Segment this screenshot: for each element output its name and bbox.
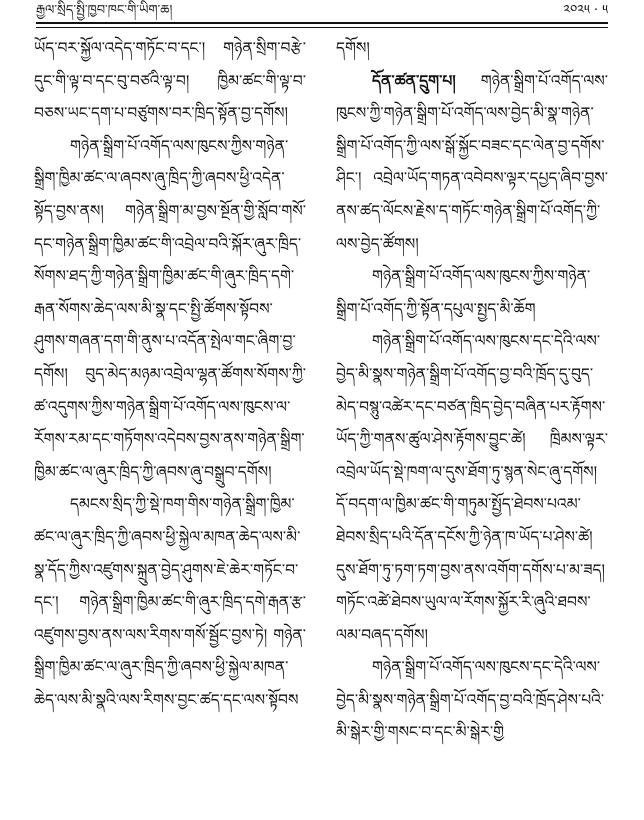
paragraph: ཡོད་བར་སྐྱོལ་འདེད་གཏོང་བ་དང་། གཉེན་སྲིག་བརྩེ་དུང་གི་ལྟ་བ་དང་བུ་བཙའི་ལྟ་བ། ཁྱིམ་ཚང་གི་ལྟ་བ་བཅས་ཡང་དག་པ་བཙུགས་བར་ཁྲིད་སྟོན་བྱ་དགོས། [34,39,306,123]
paragraph: གཉེན་སྒྲིག་པོ་འགོད་ལས་ཁུངས་དང་དེའི་ལས་བྱེད་མི་སྣས་གཉེན་སྒྲིག་པོ་འགོད་བྱ་བའི་ཁྲོད་དུ་བུད་མེད་བསྙུ་འཚེར་དང་བཙན་ཁྲིད་བྱེད་བཞིན་པར་རྟོགས་ཡོད་ཀྱི་གནས་ཚུལ་ཤེས་རྟོགས་བྱུང་ཚེ། ཁྲིམས་ལྟར་འབྲེལ་ཡོད་སྡེ་ཁག་ལ་དུས་ཐོག་ཏུ་སྙན་སེང་ཞུ་དགོས། དོ་བདག་ལ་ཁྱིམ་ཚང་གི་གཏུམ་སྤྱོད་ཐེབས་པའམ་ཐེབས་སྲིད་པའི་དོན་དངོས་ཀྱི་ཉེན་ཁ་ཡོད་པ་ཤེས་ཚེ། དུས་ཐོག་ཏུ་ཏག་ཏག་བྱས་ནས་འགོག་དགོས་པ་མ་ཟད། གཏོང་འཚེ་ཐེབས་ཡུལ་ལ་རོགས་སྐྱོར་རི་ཞུའི་ཐབས་ལམ་བཞད་དགོས། [336,332,608,644]
paragraph: གཉེན་སྒྲིག་པོ་འགོད་ལས་ཁུངས་ཀྱིས་གཉེན་སྒྲིག་པོ་འགོད་ཀྱི་སྟོན་དཔུལ་སྤྱད་མི་ཆོག [336,267,591,318]
paragraph: དམངས་སྲིད་ཀྱི་སྡེ་ཁག་གིས་གཉེན་སྒྲིག་ཁྱིམ་ཚང་ལ་ཞུར་ཁྲིད་ཀྱི་ཞབས་ཕྱི་སྐྱེལ་མཁན་ཆེད་ལས་མི་སྣ་དོད་ཀྱིས་འཛུགས་སྐྲུན་བྱེད་ཤུགས་ཇེ་ཆེར་གཏོང་བ་དང་། གཉེན་སྒྲིག་ཁྱིམ་ཚང་གི་ཞུར་ཁྲིད་དགེ་རྒན་རྩ་འཛུགས་བྱས་ནས་ལས་རིགས་གསོ་སྦྱོང་བྱས་ཏེ། གཉེན་སྒྲིག་ཁྱིམ་ཚང་ལ་ཞུར་ཁྲིད་ཀྱི་ཞབས་ཕྱི་སྐྱེལ་མཁན་ཆེད་ལས་མི་སྣའི་ལས་རིགས་བྱང་ཚད་དང་ལས་སྟོབས [34,495,306,709]
header-publication-title: རྒྱལ་སྲིད་སྤྱི་ཁྱབ་ཁང་གི་ཡིག་ཆ། [36,3,173,18]
paragraph-text: གཉེན་སྒྲིག་པོ་འགོད་ལས་ཁུངས་ཀྱི་གཉེན་སྒྲིག་པོ་འགོད་ལས་བྱེད་མི་སྣ་གཉེན་སྒྲིག་པོ་འགོད་ཀྱི་ལས་སྒོ་སྐྱོང་བཟང་དང་ལེན་བྱ་དགོས་ཤིང་། འབྲེལ་ཡོད་གཏན་འབེབས་ལྟར་དཔྱད་ཞིབ་བྱས་ནས་ཚད་ལོངས་རྗེས་ད་གཏོང་གཉེན་སྒྲིག་པོ་འགོད་ཀྱི་ལས་བྱེད་ཚོགས། [336,71,608,253]
running-header [36,0,608,24]
article-heading: དོན་ཚན་དྲུག་པ། [372,71,456,90]
paragraph [336,65,608,261]
paragraph: དགོས། [336,39,370,57]
left-column [34,32,306,818]
paragraph: གཉེན་སྒྲིག་པོ་འགོད་ལས་ཁུངས་ཀྱིས་གཉེན་སྒྲིག་ཁྱིམ་ཚང་ལ་ཞབས་ཞུ་ཁྲིད་ཀྱི་ཞབས་ཕྱི་འདེན་སྟོད་བྱས་ནས། གཉེན་སྒྲིག་མ་བྱས་སྔོན་གྱི་སློབ་གསོ་དང་གཉེན་སྒྲིག་ཁྱིམ་ཚང་གི་འབྲེལ་བའི་སྐོར་ཞུར་ཁྲིད་སོགས་ཐད་ཀྱི་གཉེན་སྒྲིག་ཁྱིམ་ཚང་གི་ཞུར་ཁྲིད་དགེ་རྒན་སོགས་ཆེད་ལས་མི་སྣ་དང་སྤྱི་ཚོགས་སྟོབས་ཤུགས་གཞན་དག་གི་ནུས་པ་འདོན་སྤེལ་གང་ཞིག་བྱ་དགོས། བུད་མེད་མཉམ་འབྲེལ་ལྷན་ཚོགས་སོགས་ཀྱི་ཚ་འདུགས་ཀྱིས་གཉེན་སྒྲིག་པོ་འགོད་ལས་ཁུངས་ལ་རོགས་རམ་དང་གཏོགས་འདེབས་བྱས་ནས་གཉེན་སྒྲིག་ཁྱིམ་ཚང་ལ་ཞུར་ཁྲིད་ཀྱི་ཞབས་ཞུ་བསྒྲུབ་དགོས། [34,136,306,481]
header-issue-number: ༢༠༢༥ · ༥ [563,3,608,18]
paragraph: གཉེན་སྒྲིག་པོ་འགོད་ལས་ཁུངས་དང་དེའི་ལས་བྱེད་མི་སྣས་གཉེན་སྒྲིག་པོ་འགོད་བྱ་བའི་ཁྲོད་ཤེས་པའི་མི་སྒེར་གྱི་གསང་བ་དང་མི་སྒེར་གྱི [336,658,605,742]
right-column [336,32,608,818]
